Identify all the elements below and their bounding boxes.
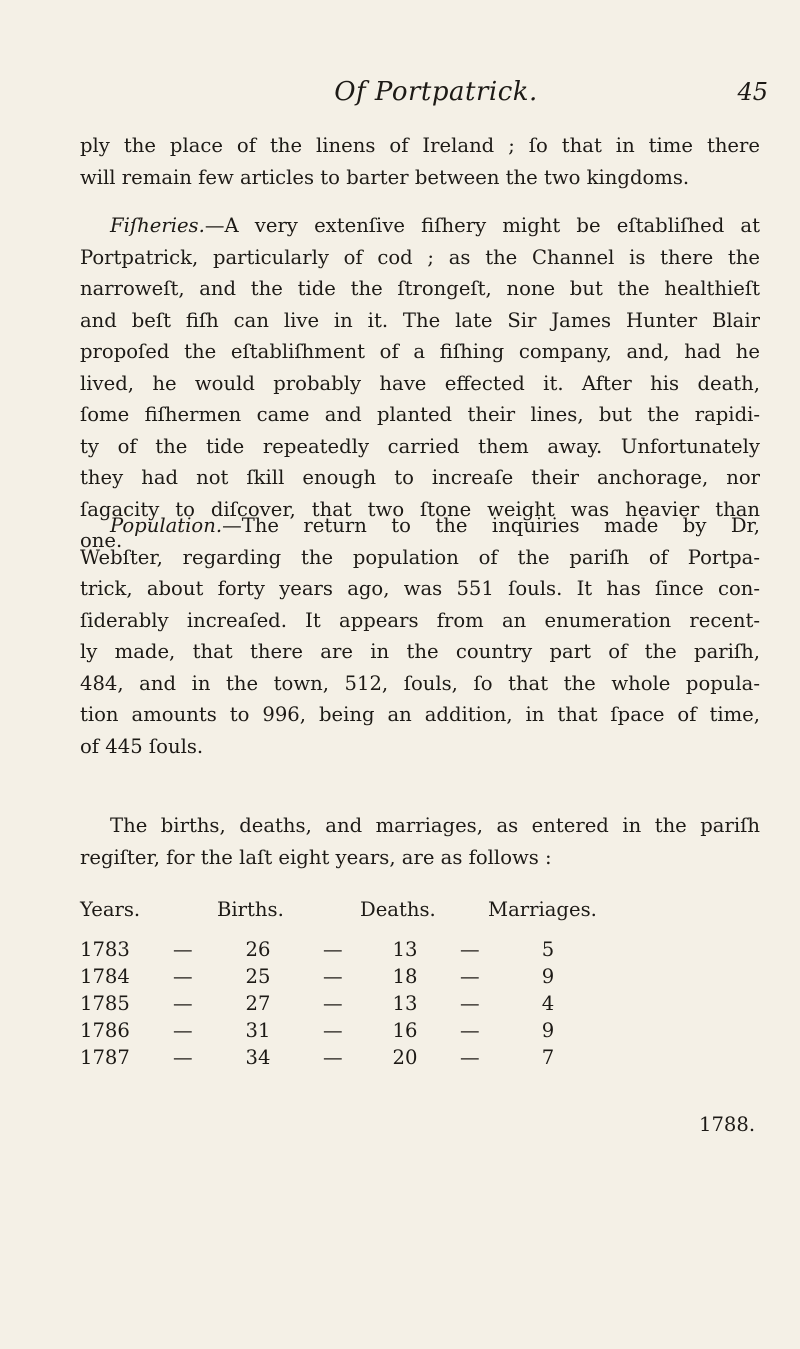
table-row bbox=[80, 938, 770, 965]
text-line: and beſt fiſh can live in it. The late Sir James Hunter Blair bbox=[80, 308, 760, 332]
table-row bbox=[80, 1046, 770, 1073]
deaths-cell: 18 bbox=[392, 965, 418, 988]
separator-dash: — bbox=[173, 938, 193, 961]
separator-dash: — bbox=[173, 1046, 193, 1069]
column-header-births: Births. bbox=[217, 898, 284, 921]
separator-dash: — bbox=[460, 938, 480, 961]
deaths-cell: 13 bbox=[392, 992, 418, 1015]
births-cell: 25 bbox=[245, 965, 271, 988]
paragraph-population bbox=[80, 510, 760, 762]
separator-dash: — bbox=[323, 1019, 343, 1042]
text-line: lived, he would probably have effected it. After his death, bbox=[80, 371, 760, 395]
separator-dash: — bbox=[173, 992, 193, 1015]
year-cell: 1783 bbox=[80, 938, 130, 961]
text-line: The births, deaths, and marriages, as entered in the pariſh bbox=[110, 814, 760, 837]
deaths-cell: 13 bbox=[392, 938, 418, 961]
text-line: Webſter, regarding the population of the pariſh of Portpa- bbox=[80, 545, 760, 569]
births-cell: 27 bbox=[245, 992, 271, 1015]
text-line: ſiderably increaſed. It appears from an enumeration recent- bbox=[80, 608, 760, 632]
separator-dash: — bbox=[460, 965, 480, 988]
separator-dash: — bbox=[173, 1019, 193, 1042]
section-topic: Population. bbox=[110, 514, 223, 537]
section-topic: Fiſheries. bbox=[110, 214, 205, 237]
separator-dash: — bbox=[173, 965, 193, 988]
births-cell: 26 bbox=[245, 938, 271, 961]
text-line: regiſter, for the laſt eight years, are as follows : bbox=[80, 845, 552, 869]
marriages-cell: 4 bbox=[541, 992, 555, 1015]
separator-dash: — bbox=[323, 938, 343, 961]
page-number: 45 bbox=[737, 78, 768, 106]
separator-dash: — bbox=[323, 992, 343, 1015]
marriages-cell: 9 bbox=[541, 965, 555, 988]
text-line: 484, and in the town, 512, ſouls, ſo that the whole popula- bbox=[80, 671, 760, 695]
table-row bbox=[80, 1019, 770, 1046]
text-line: Fiſheries.—A very extenſive fiſhery might be eſtabliſhed at bbox=[110, 214, 760, 237]
paragraph-register-intro bbox=[80, 810, 760, 873]
table-row bbox=[80, 965, 770, 992]
text-line: ly made, that there are in the country part of the pariſh, bbox=[80, 640, 760, 663]
running-head bbox=[64, 76, 768, 116]
text-line: ſome fiſhermen came and planted their lines, but the rapidi- bbox=[80, 403, 760, 426]
table-header-row bbox=[80, 898, 770, 938]
text-line: they had not ſkill enough to increaſe their anchorage, nor bbox=[80, 466, 760, 489]
separator-dash: — bbox=[460, 992, 480, 1015]
births-cell: 31 bbox=[245, 1019, 271, 1042]
text-line: narroweſt, and the tide the ſtrongeſt, none but the healthieſt bbox=[80, 277, 760, 300]
running-title: Of Portpatrick. bbox=[334, 77, 538, 107]
text-line: Portpatrick, particularly of cod ; as the Channel is there the bbox=[80, 245, 760, 269]
year-cell: 1784 bbox=[80, 965, 130, 988]
column-header-marriages: Marriages. bbox=[488, 898, 597, 921]
deaths-cell: 16 bbox=[392, 1019, 418, 1042]
text-line: ply the place of the linens of Ireland ; ſo that in time there bbox=[80, 134, 760, 157]
separator-dash: — bbox=[323, 1046, 343, 1069]
paragraph-continuation bbox=[80, 130, 760, 193]
deaths-cell: 20 bbox=[392, 1046, 418, 1069]
column-header-deaths: Deaths. bbox=[360, 898, 436, 921]
separator-dash: — bbox=[323, 965, 343, 988]
register-table bbox=[80, 898, 770, 1073]
marriages-cell: 7 bbox=[541, 1046, 555, 1069]
table-body bbox=[80, 938, 770, 1073]
column-header-years: Years. bbox=[80, 898, 141, 921]
table-row bbox=[80, 992, 770, 1019]
marriages-cell: 9 bbox=[541, 1019, 555, 1042]
year-cell: 1787 bbox=[80, 1046, 130, 1069]
text-line: tion amounts to 996, being an addition, in that ſpace of time, bbox=[80, 703, 760, 726]
text-line: trick, about forty years ago, was 551 ſouls. It has ſince con- bbox=[80, 577, 760, 600]
text-line: will remain few articles to barter between the two kingdoms. bbox=[80, 165, 690, 189]
year-cell: 1786 bbox=[80, 1019, 130, 1042]
year-cell: 1785 bbox=[80, 992, 130, 1015]
text-line: of 445 ſouls. bbox=[80, 734, 204, 758]
catchword: 1788. bbox=[699, 1113, 756, 1136]
births-cell: 34 bbox=[245, 1046, 271, 1069]
marriages-cell: 5 bbox=[541, 938, 555, 961]
text-line: ty of the tide repeatedly carried them away. Unfortunately bbox=[80, 434, 760, 458]
paragraph-fisheries bbox=[80, 210, 760, 557]
separator-dash: — bbox=[460, 1046, 480, 1069]
text-line: Population.—The return to the inquiries made by Dr, bbox=[110, 514, 760, 537]
text-line: propoſed the eſtabliſhment of a fiſhing company, and, had he bbox=[80, 340, 760, 363]
text-line: ſagacity to diſcover, that two ſtone weight was heavier than bbox=[80, 497, 760, 521]
text-line: one. bbox=[80, 529, 123, 552]
separator-dash: — bbox=[460, 1019, 480, 1042]
